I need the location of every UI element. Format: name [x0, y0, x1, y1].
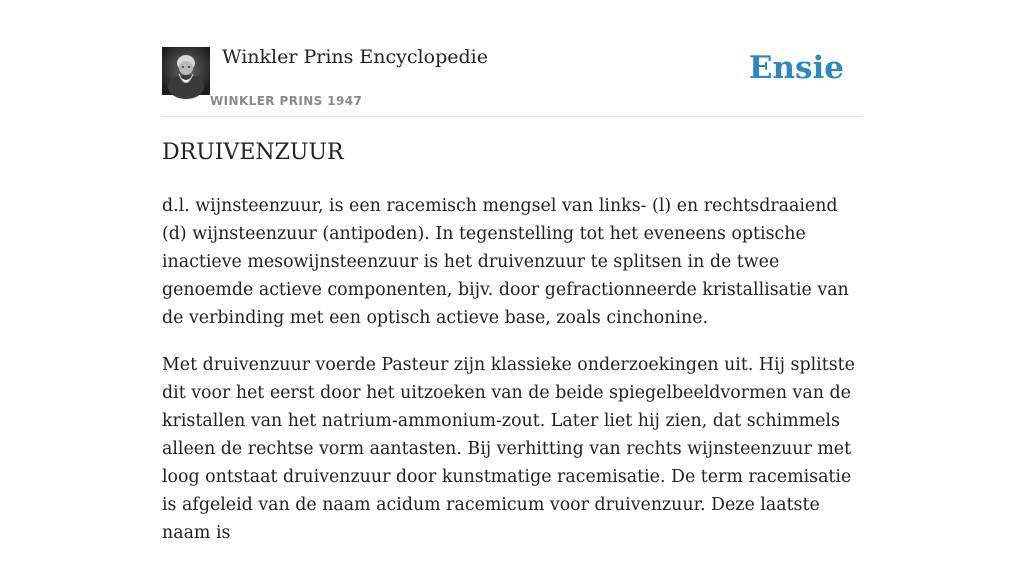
article-paragraph: Met druivenzuur voerde Pasteur zijn klassieke onderzoekingen uit. Hij splitste dit voor het eerst door het uitzoeken van de beide spiegelbeeldvormen van de kristallen van het natrium-ammonium-zout. Later liet hij zien, dat schimmels alleen de rechtse vorm aantasten. Bij verhitting van rechts wijnsteenzuur met loog ontstaat druivenzuur door kunstmatige racemisatie. De term racemisatie is afgeleid van de naam acidum racemicum voor druivenzuur. Deze laatste naam is [162, 355, 855, 543]
source-subtitle: WINKLER PRINS 1947 [210, 94, 363, 108]
article-body [162, 192, 862, 566]
article-title: DRUIVENZUUR [162, 140, 344, 165]
source-title[interactable]: Winkler Prins Encyclopedie [222, 46, 488, 68]
bearded-man-portrait-icon [162, 47, 210, 95]
brand-logo-link[interactable]: Ensie [748, 50, 844, 86]
article-paragraph: d.l. wijnsteenzuur, is een racemisch mengsel van links- (l) en rechtsdraaiend (d) wijnsteenzuur (antipoden). In tegenstelling tot het eveneens optische inactieve mesowijnsteenzuur is het druivenzuur te splitsen in de twee genoemde actieve componenten, bijv. door gefractionneerde kristallisatie van de verbinding met een optisch actieve base, zoals cinchonine. [162, 196, 849, 328]
source-header [162, 46, 862, 117]
avatar[interactable] [162, 47, 210, 95]
